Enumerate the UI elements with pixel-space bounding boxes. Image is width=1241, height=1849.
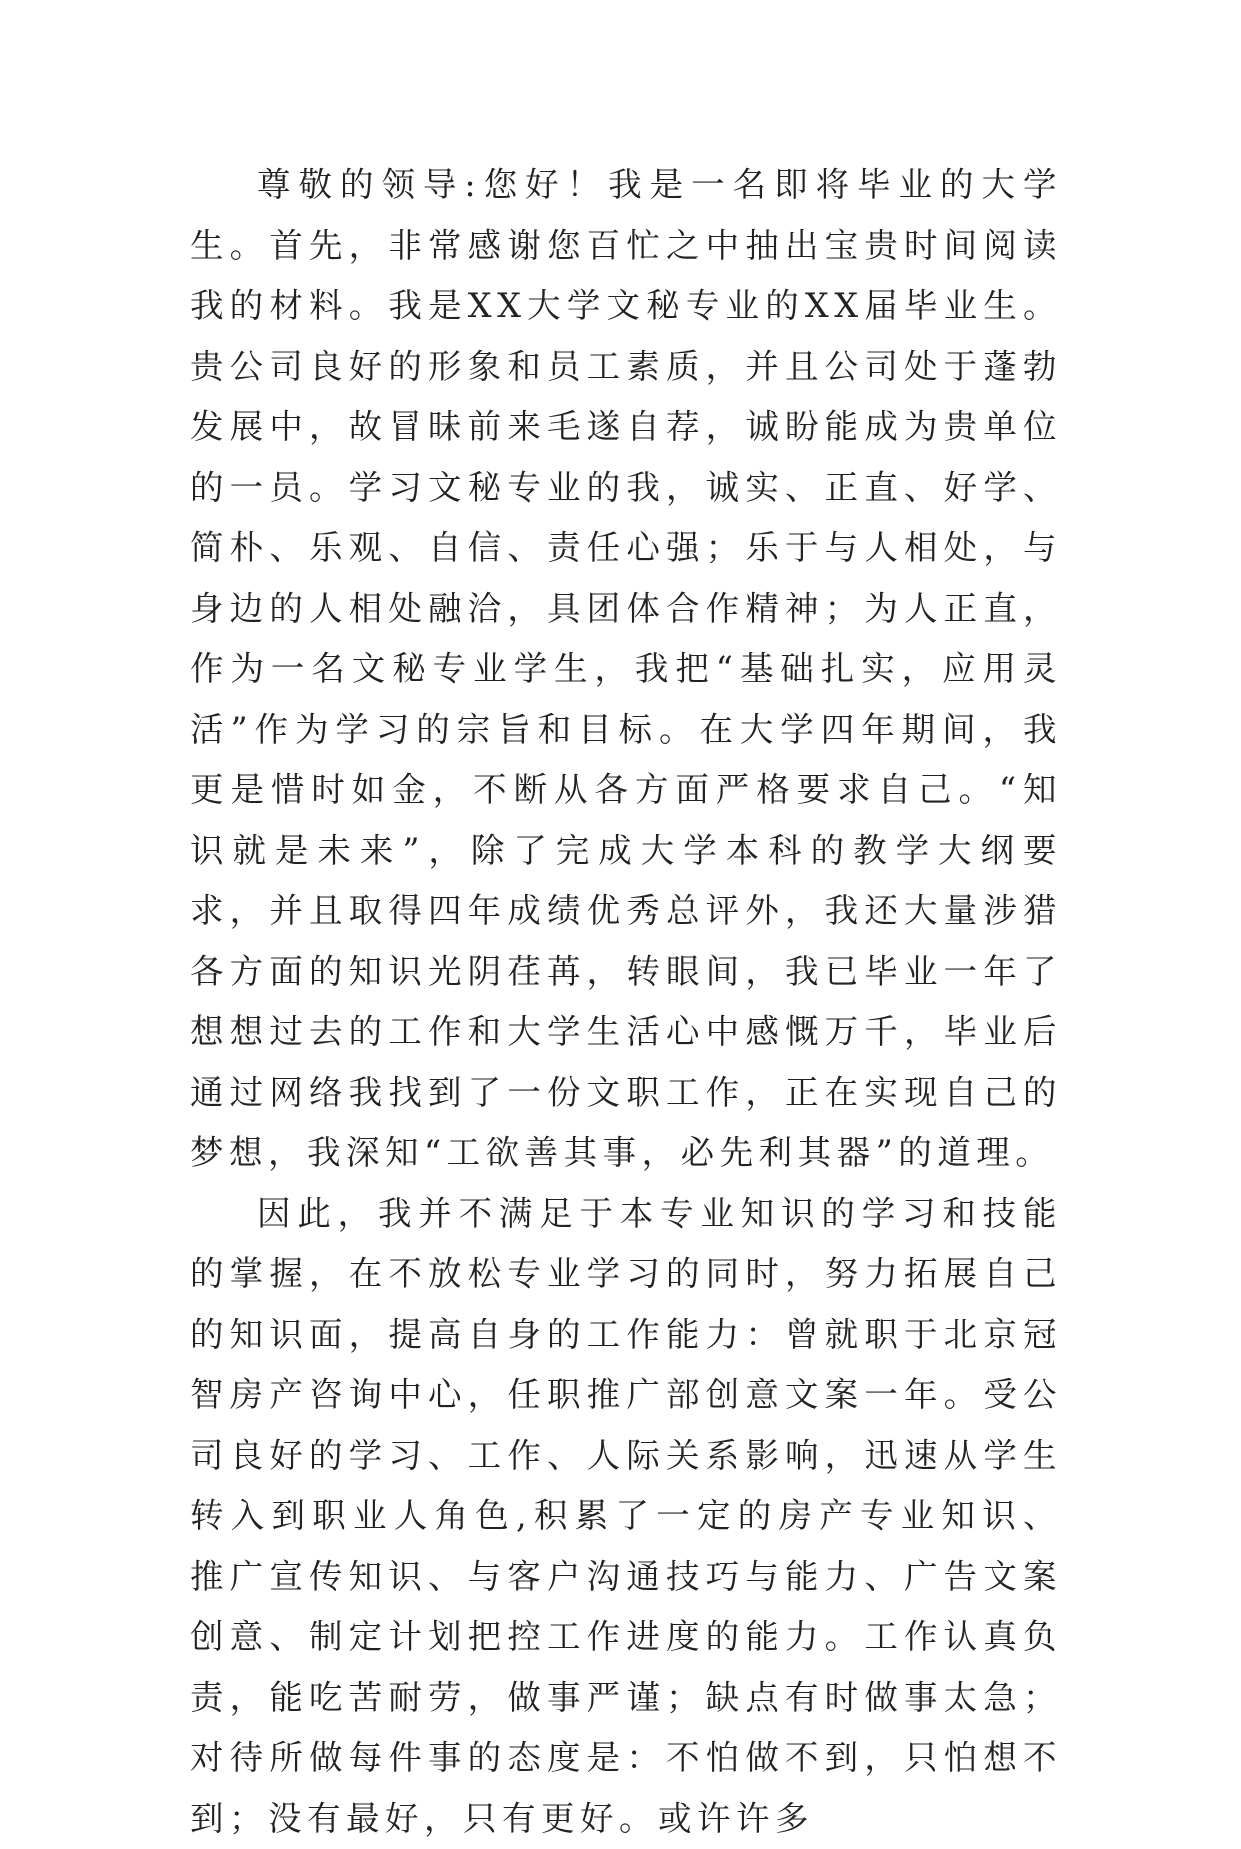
document-body — [190, 155, 1062, 1849]
paragraph-1: 尊敬的领导:您好！我是一名即将毕业的大学生。首先，非常感谢您百忙之中抽出宝贵时间阅读我的材料。我是XX大学文秘专业的XX届毕业生。贵公司良好的形象和员工素质，并且公司处于蓬勃发展中，故冒昧前来毛遂自荐，诚盼能成为贵单位的一员。学习文秘专业的我，诚实、正直、好学、简朴、乐观、自信、责任心强；乐于与人相处，与身边的人相处融洽，具团体合作精神；为人正直，作为一名文秘专业学生，我把“基础扎实，应用灵活”作为学习的宗旨和目标。在大学四年期间，我更是惜时如金，不断从各方面严格要求自己。“知识就是未来”，除了完成大学本科的教学大纲要求，并且取得四年成绩优秀总评外，我还大量涉猎各方面的知识光阴荏苒，转眼间，我已毕业一年了想想过去的工作和大学生活心中感慨万千，毕业后通过网络我找到了一份文职工作，正在实现自己的梦想，我深知“工欲善其事，必先利其器”的道理。 — [190, 155, 1062, 1184]
paragraph-2: 因此，我并不满足于本专业知识的学习和技能的掌握，在不放松专业学习的同时，努力拓展自己的知识面，提高自身的工作能力：曾就职于北京冠智房产咨询中心，任职推广部创意文案一年。受公司良好的学习、工作、人际关系影响，迅速从学生转入到职业人角色,积累了一定的房产专业知识、推广宣传知识、与客户沟通技巧与能力、广告文案创意、制定计划把控工作进度的能力。工作认真负责，能吃苦耐劳，做事严谨；缺点有时做事太急；对待所做每件事的态度是：不怕做不到，只怕想不到；没有最好，只有更好。或许许多 — [190, 1184, 1062, 1849]
